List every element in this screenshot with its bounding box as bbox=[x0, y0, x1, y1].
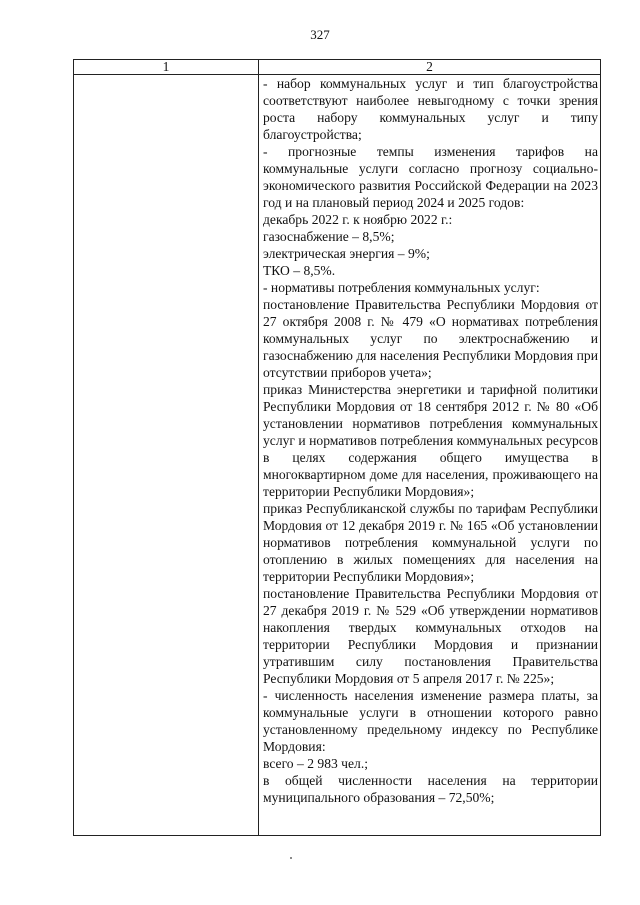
column-header-1: 1 bbox=[74, 60, 259, 75]
paragraph-gas: газоснабжение – 8,5%; bbox=[263, 229, 395, 244]
paragraph-resolution-479: постановление Правительства Республики Мордовия от 27 октября 2008 г. № 479 «О нормативах потребления коммунальных услуг по электроснабжению и газоснабжению для населения Республики Мордовия при отсутствии приборов учета»; bbox=[263, 297, 598, 380]
paragraph-population-total: всего – 2 983 чел.; bbox=[263, 756, 369, 771]
paragraph-order-80: приказ Министерства энергетики и тарифной политики Республики Мордовия от 18 сентября 2012 г. № 80 «Об установлении нормативов потребления коммунальных услуг и нормативов потребления коммунальных ресурсов в целях содержания общего имущества в многоквартирном доме для населения, проживающего на территории Республики Мордовия»; bbox=[263, 382, 598, 499]
column-2-cell bbox=[259, 75, 601, 836]
paragraph-population-share: в общей численности населения на территории муниципального образования – 72,50%; bbox=[263, 773, 598, 805]
paragraph-electricity: электрическая энергия – 9%; bbox=[263, 246, 430, 261]
paragraph-utilities-set: - набор коммунальных услуг и тип благоустройства соответствуют наиболее невыгодному с точки зрения роста набору коммунальных услуг и типу благоустройства; bbox=[263, 76, 598, 142]
table-row bbox=[74, 75, 601, 836]
document-table bbox=[73, 59, 601, 836]
page-number: 327 bbox=[310, 27, 330, 42]
paragraph-norms-heading: - нормативы потребления коммунальных услуг: bbox=[263, 280, 540, 295]
table-header-row bbox=[74, 60, 601, 75]
paragraph-resolution-529: постановление Правительства Республики Мордовия от 27 декабря 2019 г. № 529 «Об утверждении нормативов накопления твердых коммунальных отходов на территории Республики Мордовия и признании утратившим силу постановления Правительства Республики Мордовия от 5 апреля 2017 г. № 225»; bbox=[263, 586, 598, 686]
paragraph-period: декабрь 2022 г. к ноябрю 2022 г.: bbox=[263, 212, 453, 227]
paragraph-tariff-forecast: - прогнозные темпы изменения тарифов на коммунальные услуги согласно прогнозу социально-экономического развития Российской Федерации на 2023 год и на плановый период 2024 и 2025 годов: bbox=[263, 144, 598, 210]
column-1-cell bbox=[74, 75, 259, 836]
paragraph-tko: ТКО – 8,5%. bbox=[263, 263, 336, 278]
column-header-2: 2 bbox=[259, 60, 601, 75]
paragraph-population-heading: - численность населения изменение размера платы, за коммунальные услуги в отношении которого равно установленному предельному индексу по Республике Мордовия: bbox=[263, 688, 598, 754]
scan-speck bbox=[290, 857, 292, 859]
paragraph-order-165: приказ Республиканской службы по тарифам Республики Мордовия от 12 декабря 2019 г. № 165 «Об установлении нормативов потребления коммунальной услуги по отоплению в жилых помещениях для населения на территории Республики Мордовия»; bbox=[263, 501, 598, 584]
